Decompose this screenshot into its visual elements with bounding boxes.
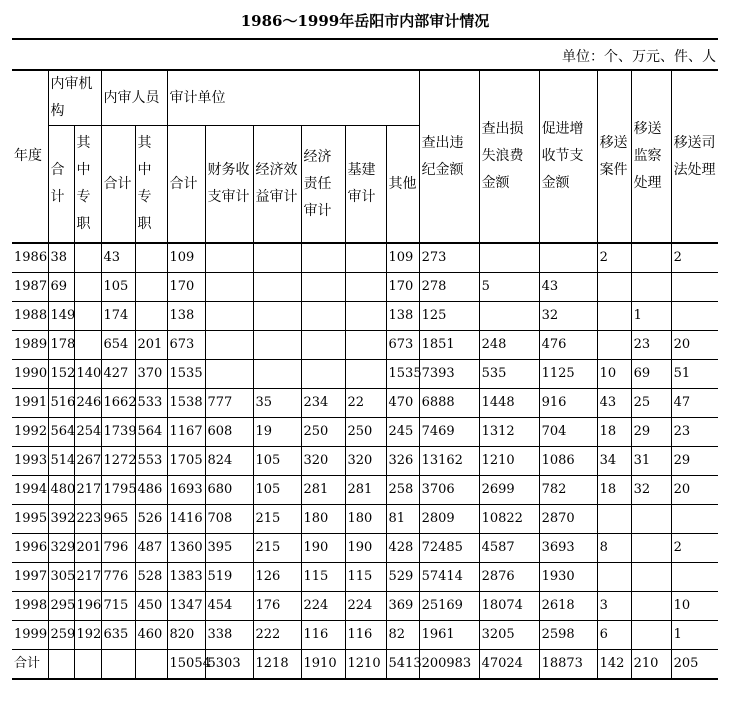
table-cell: 125 xyxy=(419,302,479,331)
table-cell: 1662 xyxy=(101,389,135,418)
table-row xyxy=(12,418,718,447)
table-cell: 3693 xyxy=(539,534,597,563)
table-cell: 250 xyxy=(301,418,345,447)
table-cell: 460 xyxy=(135,621,167,650)
header-responsibility: 经济责任审计 xyxy=(301,126,345,244)
table-cell: 115 xyxy=(345,563,386,592)
table-cell xyxy=(671,505,718,534)
table-row xyxy=(12,592,718,621)
table-cell: 8 xyxy=(597,534,631,563)
table-cell: 1347 xyxy=(167,592,205,621)
table-cell xyxy=(74,243,101,273)
table-cell: 680 xyxy=(205,476,253,505)
unit-label: 单位：个、万元、件、人 xyxy=(562,49,716,65)
table-cell: 395 xyxy=(205,534,253,563)
table-cell xyxy=(205,243,253,273)
table-cell xyxy=(253,302,301,331)
table-cell: 69 xyxy=(631,360,671,389)
table-cell: 535 xyxy=(479,360,539,389)
table-row xyxy=(12,331,718,360)
table-cell: 138 xyxy=(167,302,205,331)
row-year-cell: 1989 xyxy=(12,331,48,360)
table-cell xyxy=(631,273,671,302)
table-cell: 1535 xyxy=(386,360,419,389)
table-cell: 553 xyxy=(135,447,167,476)
table-cell: 278 xyxy=(419,273,479,302)
table-cell xyxy=(253,360,301,389)
table-cell xyxy=(597,505,631,534)
table-cell: 2 xyxy=(671,243,718,273)
table-cell: 34 xyxy=(597,447,631,476)
table-cell xyxy=(205,302,253,331)
table-cell: 140 xyxy=(74,360,101,389)
header-agency-fulltime: 其中专职 xyxy=(74,126,101,244)
table-row xyxy=(12,650,718,680)
table-cell xyxy=(205,331,253,360)
header-loss: 查出损失浪费金额 xyxy=(479,70,539,243)
table-cell: 1383 xyxy=(167,563,205,592)
table-cell: 23 xyxy=(631,331,671,360)
table-cell xyxy=(631,592,671,621)
table-cell xyxy=(101,650,135,680)
table-cell: 192 xyxy=(74,621,101,650)
table-cell: 178 xyxy=(48,331,74,360)
table-cell: 338 xyxy=(205,621,253,650)
table-row xyxy=(12,534,718,563)
table-cell: 320 xyxy=(345,447,386,476)
table-cell: 486 xyxy=(135,476,167,505)
table-cell: 450 xyxy=(135,592,167,621)
table-cell: 246 xyxy=(74,389,101,418)
table-cell xyxy=(301,331,345,360)
header-year: 年度 xyxy=(12,70,48,243)
table-cell: 514 xyxy=(48,447,74,476)
table-cell: 31 xyxy=(631,447,671,476)
table-cell: 320 xyxy=(301,447,345,476)
table-cell: 180 xyxy=(301,505,345,534)
table-cell: 1272 xyxy=(101,447,135,476)
table-cell: 254 xyxy=(74,418,101,447)
row-year-cell: 1988 xyxy=(12,302,48,331)
table-cell xyxy=(631,505,671,534)
table-cell: 470 xyxy=(386,389,419,418)
table-cell: 170 xyxy=(167,273,205,302)
table-cell: 2618 xyxy=(539,592,597,621)
table-cell: 18074 xyxy=(479,592,539,621)
table-cell xyxy=(631,243,671,273)
table-cell: 116 xyxy=(345,621,386,650)
table-cell: 105 xyxy=(101,273,135,302)
table-cell: 201 xyxy=(135,331,167,360)
table-cell xyxy=(205,360,253,389)
table-cell: 3706 xyxy=(419,476,479,505)
header-staff-fulltime: 其中专职 xyxy=(135,126,167,244)
table-cell: 7393 xyxy=(419,360,479,389)
table-cell: 259 xyxy=(48,621,74,650)
table-cell: 6 xyxy=(597,621,631,650)
table-cell: 23 xyxy=(671,418,718,447)
table-cell: 281 xyxy=(345,476,386,505)
table-cell: 29 xyxy=(671,447,718,476)
table-cell: 20 xyxy=(671,331,718,360)
table-cell: 267 xyxy=(74,447,101,476)
table-cell: 5 xyxy=(479,273,539,302)
table-cell: 526 xyxy=(135,505,167,534)
table-cell: 2870 xyxy=(539,505,597,534)
table-cell: 1910 xyxy=(301,650,345,680)
table-cell: 109 xyxy=(386,243,419,273)
table-cell: 533 xyxy=(135,389,167,418)
row-year-cell: 1993 xyxy=(12,447,48,476)
table-cell: 57414 xyxy=(419,563,479,592)
table-cell: 18 xyxy=(597,476,631,505)
table-cell: 428 xyxy=(386,534,419,563)
table-cell: 6888 xyxy=(419,389,479,418)
header-agency: 内审机构 xyxy=(48,70,101,126)
table-title: 1986～1999年岳阳市内部审计情况 xyxy=(240,12,490,30)
table-cell: 777 xyxy=(205,389,253,418)
table-cell: 20 xyxy=(671,476,718,505)
table-cell: 250 xyxy=(345,418,386,447)
table-cell xyxy=(74,302,101,331)
table-cell xyxy=(301,302,345,331)
table-cell: 109 xyxy=(167,243,205,273)
table-cell: 529 xyxy=(386,563,419,592)
row-year-cell: 1998 xyxy=(12,592,48,621)
table-cell xyxy=(301,273,345,302)
table-cell: 18873 xyxy=(539,650,597,680)
table-cell xyxy=(479,302,539,331)
table-cell: 18 xyxy=(597,418,631,447)
table-cell: 215 xyxy=(253,505,301,534)
table-cell: 51 xyxy=(671,360,718,389)
table-cell xyxy=(597,563,631,592)
table-cell: 1538 xyxy=(167,389,205,418)
table-cell xyxy=(345,331,386,360)
table-cell: 25 xyxy=(631,389,671,418)
table-cell: 454 xyxy=(205,592,253,621)
table-cell: 152 xyxy=(48,360,74,389)
table-cell: 564 xyxy=(48,418,74,447)
table-row xyxy=(12,360,718,389)
header-agency-total: 合计 xyxy=(48,126,74,244)
table-cell: 142 xyxy=(597,650,631,680)
table-cell: 138 xyxy=(386,302,419,331)
table-cell: 305 xyxy=(48,563,74,592)
table-cell xyxy=(597,302,631,331)
table-cell: 32 xyxy=(631,476,671,505)
header-row-1 xyxy=(12,70,718,126)
table-cell: 519 xyxy=(205,563,253,592)
table-cell: 392 xyxy=(48,505,74,534)
table-cell: 25169 xyxy=(419,592,479,621)
table-cell: 715 xyxy=(101,592,135,621)
table-cell: 170 xyxy=(386,273,419,302)
table-cell: 1 xyxy=(631,302,671,331)
table-cell: 3 xyxy=(597,592,631,621)
row-year-cell: 1992 xyxy=(12,418,48,447)
table-cell: 1210 xyxy=(345,650,386,680)
table-cell: 1167 xyxy=(167,418,205,447)
header-violation: 查出违纪金额 xyxy=(419,70,479,243)
table-cell: 480 xyxy=(48,476,74,505)
table-cell: 1851 xyxy=(419,331,479,360)
table-cell: 2809 xyxy=(419,505,479,534)
table-cell: 295 xyxy=(48,592,74,621)
table-cell: 217 xyxy=(74,476,101,505)
table-cell: 782 xyxy=(539,476,597,505)
table-cell: 22 xyxy=(345,389,386,418)
table-cell: 47 xyxy=(671,389,718,418)
table-cell: 273 xyxy=(419,243,479,273)
table-cell: 72485 xyxy=(419,534,479,563)
table-cell: 1125 xyxy=(539,360,597,389)
table-cell: 126 xyxy=(253,563,301,592)
table-cell: 205 xyxy=(671,650,718,680)
audit-table xyxy=(12,69,718,680)
table-cell: 190 xyxy=(301,534,345,563)
table-cell: 1086 xyxy=(539,447,597,476)
table-cell: 3205 xyxy=(479,621,539,650)
table-cell: 673 xyxy=(386,331,419,360)
table-cell xyxy=(345,360,386,389)
table-cell: 10822 xyxy=(479,505,539,534)
table-cell: 10 xyxy=(671,592,718,621)
row-year-cell: 1986 xyxy=(12,243,48,273)
table-row xyxy=(12,243,718,273)
table-cell: 1416 xyxy=(167,505,205,534)
table-body xyxy=(12,243,718,679)
table-cell: 15054 xyxy=(167,650,205,680)
table-cell xyxy=(135,302,167,331)
table-cell xyxy=(631,534,671,563)
table-cell xyxy=(135,650,167,680)
table-cell: 82 xyxy=(386,621,419,650)
row-year-cell: 合计 xyxy=(12,650,48,680)
table-cell: 1312 xyxy=(479,418,539,447)
table-cell: 224 xyxy=(345,592,386,621)
header-savings: 促进增收节支金额 xyxy=(539,70,597,243)
row-year-cell: 1995 xyxy=(12,505,48,534)
table-cell: 427 xyxy=(101,360,135,389)
table-cell xyxy=(135,273,167,302)
table-cell: 776 xyxy=(101,563,135,592)
table-cell: 223 xyxy=(74,505,101,534)
table-cell: 13162 xyxy=(419,447,479,476)
table-cell: 5413 xyxy=(386,650,419,680)
table-cell: 105 xyxy=(253,476,301,505)
table-cell: 654 xyxy=(101,331,135,360)
table-cell: 105 xyxy=(253,447,301,476)
table-cell: 174 xyxy=(101,302,135,331)
table-cell: 201 xyxy=(74,534,101,563)
table-cell: 115 xyxy=(301,563,345,592)
table-cell xyxy=(301,243,345,273)
table-cell: 200983 xyxy=(419,650,479,680)
table-cell: 10 xyxy=(597,360,631,389)
table-cell: 916 xyxy=(539,389,597,418)
table-cell: 222 xyxy=(253,621,301,650)
table-cell xyxy=(597,331,631,360)
table-cell: 19 xyxy=(253,418,301,447)
table-cell: 329 xyxy=(48,534,74,563)
table-cell: 608 xyxy=(205,418,253,447)
header-staff-total: 合计 xyxy=(101,126,135,244)
header-efficiency: 经济效益审计 xyxy=(253,126,301,244)
table-cell: 1930 xyxy=(539,563,597,592)
table-cell: 190 xyxy=(345,534,386,563)
table-cell: 965 xyxy=(101,505,135,534)
table-cell: 2598 xyxy=(539,621,597,650)
table-cell: 47024 xyxy=(479,650,539,680)
table-cell: 248 xyxy=(479,331,539,360)
table-cell: 673 xyxy=(167,331,205,360)
table-cell: 820 xyxy=(167,621,205,650)
table-cell: 708 xyxy=(205,505,253,534)
table-cell: 149 xyxy=(48,302,74,331)
table-cell xyxy=(345,243,386,273)
table-cell: 43 xyxy=(597,389,631,418)
table-cell: 116 xyxy=(301,621,345,650)
table-cell: 4587 xyxy=(479,534,539,563)
table-cell xyxy=(345,302,386,331)
table-cell: 29 xyxy=(631,418,671,447)
table-cell: 7469 xyxy=(419,418,479,447)
table-cell xyxy=(253,331,301,360)
table-cell: 210 xyxy=(631,650,671,680)
row-year-cell: 1991 xyxy=(12,389,48,418)
table-cell: 704 xyxy=(539,418,597,447)
table-cell: 2876 xyxy=(479,563,539,592)
table-row xyxy=(12,476,718,505)
table-cell: 1210 xyxy=(479,447,539,476)
table-cell xyxy=(205,273,253,302)
table-cell: 35 xyxy=(253,389,301,418)
table-cell: 2 xyxy=(671,534,718,563)
table-cell: 369 xyxy=(386,592,419,621)
table-cell xyxy=(671,302,718,331)
table-cell: 43 xyxy=(539,273,597,302)
table-cell: 326 xyxy=(386,447,419,476)
table-cell xyxy=(301,360,345,389)
table-cell: 245 xyxy=(386,418,419,447)
table-cell: 176 xyxy=(253,592,301,621)
table-cell: 281 xyxy=(301,476,345,505)
table-cell xyxy=(631,563,671,592)
header-finance: 财务收支审计 xyxy=(205,126,253,244)
table-row xyxy=(12,621,718,650)
table-cell: 215 xyxy=(253,534,301,563)
table-cell xyxy=(345,273,386,302)
table-cell xyxy=(539,243,597,273)
row-year-cell: 1997 xyxy=(12,563,48,592)
table-cell: 1693 xyxy=(167,476,205,505)
header-construction: 基建审计 xyxy=(345,126,386,244)
table-cell: 5303 xyxy=(205,650,253,680)
header-supervision: 移送监察处理 xyxy=(631,70,671,243)
table-row xyxy=(12,389,718,418)
table-cell xyxy=(74,273,101,302)
title-rule xyxy=(12,38,718,40)
table-cell xyxy=(631,621,671,650)
table-cell: 81 xyxy=(386,505,419,534)
table-row xyxy=(12,302,718,331)
row-year-cell: 1990 xyxy=(12,360,48,389)
table-cell: 564 xyxy=(135,418,167,447)
table-cell: 217 xyxy=(74,563,101,592)
table-cell xyxy=(597,273,631,302)
table-cell: 516 xyxy=(48,389,74,418)
table-cell xyxy=(671,273,718,302)
table-cell: 824 xyxy=(205,447,253,476)
table-cell: 234 xyxy=(301,389,345,418)
table-cell: 528 xyxy=(135,563,167,592)
table-row xyxy=(12,273,718,302)
table-cell: 1705 xyxy=(167,447,205,476)
row-year-cell: 1999 xyxy=(12,621,48,650)
table-cell: 258 xyxy=(386,476,419,505)
table-cell: 2699 xyxy=(479,476,539,505)
table-cell: 635 xyxy=(101,621,135,650)
table-cell xyxy=(253,243,301,273)
table-cell xyxy=(253,273,301,302)
table-cell: 43 xyxy=(101,243,135,273)
table-cell xyxy=(479,243,539,273)
table-cell xyxy=(671,563,718,592)
table-cell: 38 xyxy=(48,243,74,273)
header-staff: 内审人员 xyxy=(101,70,167,126)
table-cell: 69 xyxy=(48,273,74,302)
table-cell: 224 xyxy=(301,592,345,621)
table-cell: 1218 xyxy=(253,650,301,680)
table-cell: 1739 xyxy=(101,418,135,447)
header-units: 审计单位 xyxy=(167,70,419,126)
header-judicial: 移送司法处理 xyxy=(671,70,718,243)
table-cell: 370 xyxy=(135,360,167,389)
row-year-cell: 1996 xyxy=(12,534,48,563)
table-cell: 796 xyxy=(101,534,135,563)
table-cell: 487 xyxy=(135,534,167,563)
table-cell: 32 xyxy=(539,302,597,331)
table-row xyxy=(12,505,718,534)
table-cell: 1360 xyxy=(167,534,205,563)
table-row xyxy=(12,563,718,592)
row-year-cell: 1987 xyxy=(12,273,48,302)
table-cell: 180 xyxy=(345,505,386,534)
table-cell: 1448 xyxy=(479,389,539,418)
table-cell: 2 xyxy=(597,243,631,273)
row-year-cell: 1994 xyxy=(12,476,48,505)
table-cell: 1961 xyxy=(419,621,479,650)
table-cell: 1 xyxy=(671,621,718,650)
table-cell xyxy=(74,331,101,360)
table-cell: 1795 xyxy=(101,476,135,505)
table-cell xyxy=(74,650,101,680)
table-cell: 1535 xyxy=(167,360,205,389)
header-cases: 移送案件 xyxy=(597,70,631,243)
header-units-total: 合计 xyxy=(167,126,205,244)
header-other: 其他 xyxy=(386,126,419,244)
table-row xyxy=(12,447,718,476)
table-cell xyxy=(48,650,74,680)
table-cell: 476 xyxy=(539,331,597,360)
table-cell: 196 xyxy=(74,592,101,621)
table-cell xyxy=(135,243,167,273)
